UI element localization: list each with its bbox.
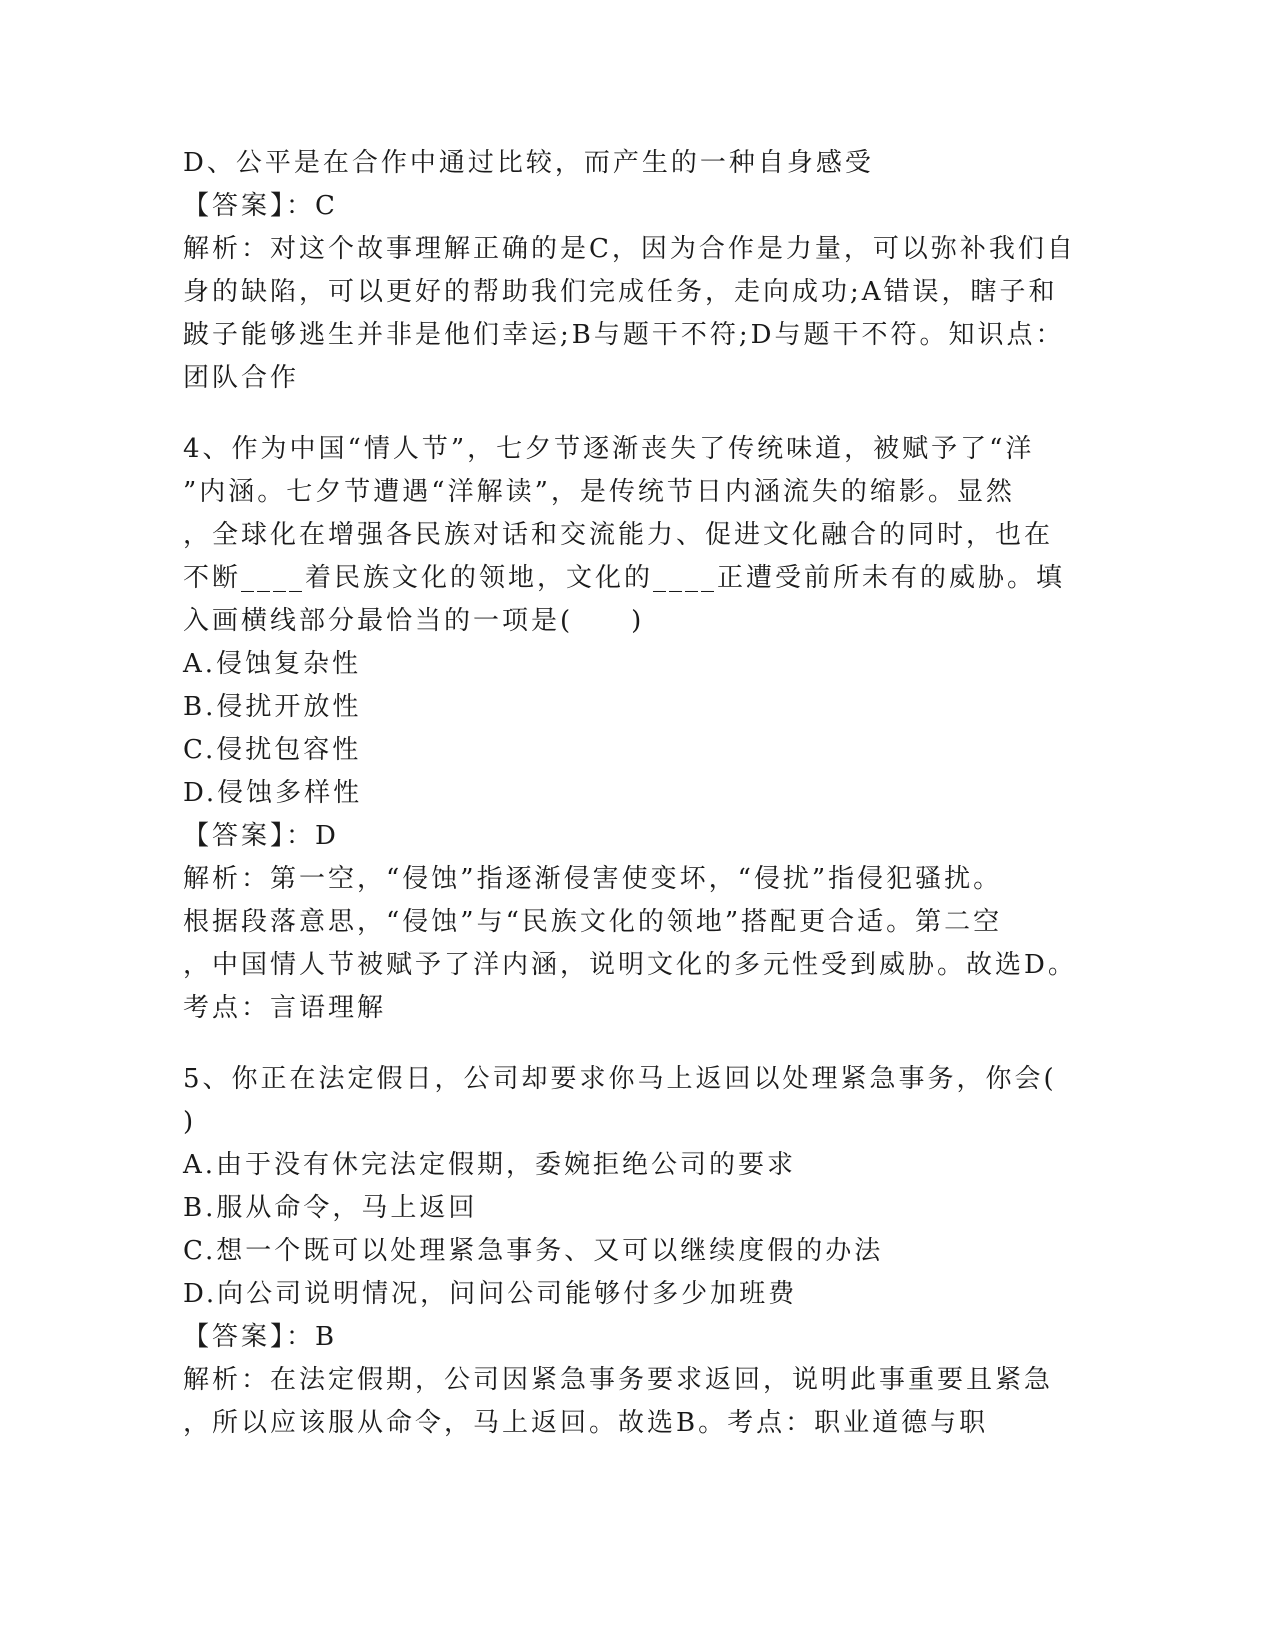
- question-5: [183, 1058, 1083, 1445]
- option-b: B.服从命令，马上返回: [183, 1193, 478, 1223]
- analysis-line: ，中国情人节被赋予了洋内涵，说明文化的多元性受到威胁。故选D。: [183, 950, 1077, 980]
- analysis-line: 根据段落意思，“侵蚀”与“民族文化的领地”搭配更合适。第二空: [183, 907, 1003, 937]
- option-a: A.侵蚀复杂性: [183, 649, 362, 679]
- answer-label: 【答案】：D: [183, 821, 339, 851]
- question-stem-line: ，全球化在增强各民族对话和交流能力、促进文化融合的同时，也在: [183, 520, 1054, 550]
- option-d: D.向公司说明情况，问问公司能够付多少加班费: [183, 1279, 798, 1309]
- analysis-line: 考点：言语理解: [183, 993, 387, 1023]
- analysis-line: 身的缺陷，可以更好的帮助我们完成任务，走向成功;A错误，瞎子和: [183, 277, 1058, 307]
- question-3-tail: [183, 142, 1083, 400]
- paragraph-gap: [183, 1030, 1083, 1058]
- option-c: C.侵扰包容性: [183, 735, 362, 765]
- option-b: B.侵扰开放性: [183, 692, 362, 722]
- question-stem-line: 4、作为中国“情人节”，七夕节逐渐丧失了传统味道，被赋予了“洋: [183, 434, 1035, 464]
- question-4: [183, 428, 1083, 1030]
- analysis-line: 解析：在法定假期，公司因紧急事务要求返回，说明此事重要且紧急: [183, 1365, 1054, 1395]
- question-stem-line: ): [183, 1107, 197, 1137]
- question-stem-line: ”内涵。七夕节遭遇“洋解读”，是传统节日内涵流失的缩影。显然: [183, 477, 1015, 507]
- question-stem-line: 5、你正在法定假日，公司却要求你马上返回以处理紧急事务，你会(: [183, 1064, 1057, 1094]
- analysis-line: 解析：第一空，“侵蚀”指逐渐侵害使变坏，“侵扰”指侵犯骚扰。: [183, 864, 1003, 894]
- analysis-line: 团队合作: [183, 363, 300, 393]
- question-stem-line: 不断____着民族文化的领地，文化的____正遭受前所未有的威胁。填: [183, 563, 1066, 593]
- document-page: [183, 142, 1083, 1445]
- analysis-line: ，所以应该服从命令，马上返回。故选B。考点：职业道德与职: [183, 1408, 989, 1438]
- option-d: D.侵蚀多样性: [183, 778, 363, 808]
- answer-label: 【答案】：B: [183, 1322, 338, 1352]
- question-stem-line: 入画横线部分最恰当的一项是( ): [183, 606, 645, 636]
- analysis-line: 跛子能够逃生并非是他们幸运;B与题干不符;D与题干不符。知识点：: [183, 320, 1065, 350]
- paragraph-gap: [183, 400, 1083, 428]
- option-a: A.由于没有休完法定假期，委婉拒绝公司的要求: [183, 1150, 797, 1180]
- analysis-line: 解析：对这个故事理解正确的是C，因为合作是力量，可以弥补我们自: [183, 234, 1076, 264]
- option-c: C.想一个既可以处理紧急事务、又可以继续度假的办法: [183, 1236, 884, 1266]
- answer-label: 【答案】：C: [183, 191, 338, 221]
- option-d: D、公平是在合作中通过比较，而产生的一种自身感受: [183, 148, 874, 178]
